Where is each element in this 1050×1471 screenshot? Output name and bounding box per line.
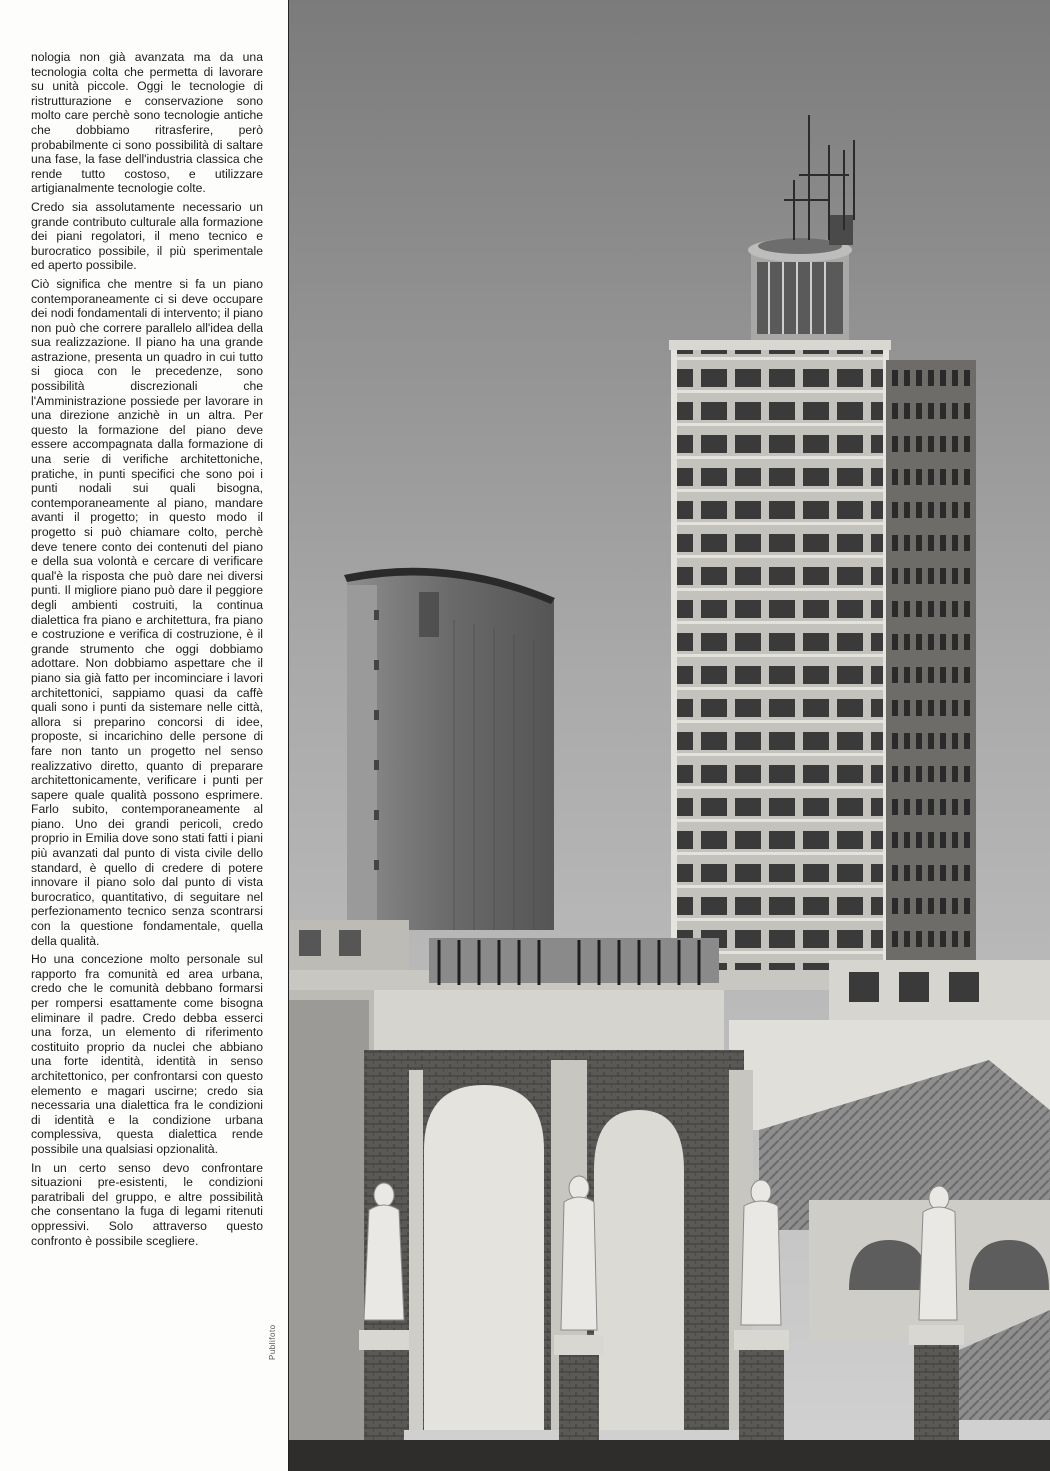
paragraph-3: Ciò significa che mentre si fa un piano contemporaneamente ci si deve occupare dei nodi fondamentali di intervento; il piano non può che correre parallelo all'idea della sua realizzazione. Il piano ha una grande astrazione, presenta un quadro in cui tutto si gioca con le precedenze, sono possibilità discrezionali che l'Amministrazione possiede per lavorare in una direzione anzichè in un altra. Per questo la formazione del piano deve essere accompagnata dalla formazione di una serie di verifiche architettoniche, pratiche, in punti specifici che sono poi i punti nodali sui quali bisogna, contemporaneamente al piano, mandare avanti il progetto; in questo modo il progetto si può chiamare colto, perchè deve tenere conto dei contenuti del piano e della sua volontà e cercare di verificare qual'è la risposta che può dare nei diversi punti. Il migliore piano può dare il peggiore degli ambienti costruiti, la continua dialettica fra piano e architettura, fra piano e costruzione e verifica di costruzione, è il grande strumento che oggi dobbiamo adottare. Non dobbiamo aspettare che il piano sia già fatto per incominciare i lavori architettonici, sappiamo quasi da caffè quali sono i punti da sistemare nelle città, allora si preparino concorsi di idee, proposte, si incarichino delle persone di fare non tanto un progetto nel senso realizzativo diretto, quanto di preparare architettonicamente, verificare i punti per sapere quale qualità possono esprimere. Farlo subito, contemporaneamente al piano. Uno dei grandi pericoli, credo proprio in Emilia dove sono stati fatti i piani più avanzati dal punto di vista civile dello standard, è quello di credere di potere innovare il piano solo dal punto di vista burocratico, quantitativo, di seguitare nel perfezionamento tecnico senza scontrarsi con la questione fondamentale, quella della qualità. [31, 276, 263, 948]
paragraph-5: In un certo senso devo confrontare situazioni pre-esistenti, le condizioni paratribali del gruppo, e altre possibilità che consentano la fuga di legami ritenuti oppressivi. Solo attraverso questo confronto è possibile scegliere. [31, 1160, 263, 1248]
pirelli-tower [344, 568, 555, 930]
paragraph-4: Ho una concezione molto personale sul rapporto fra comunità ed area urbana, credo che le comunità debbano formarsi per rompersi esattamente come bisogna eliminare il padre. Credo debba esserci una forza, un elemento di riferimento costituito proprio da nuclei che abbiano una forte identità, identità in senso architettonico, per confrontarsi con questo elemento e magari uscirne; credo sia necessaria una dialettica fra le condizioni di identità e la condizione urbana complessiva, questa dialettica rende possibile una qualsiasi opzionalità. [31, 952, 263, 1156]
photo-credit: Publifoto [268, 1324, 277, 1360]
city-skyline-photo [289, 0, 1050, 1471]
article-text-column [31, 50, 263, 1252]
paragraph-2: Credo sia assolutamente necessario un grande contributo culturale alla formazione dei piani regolatori, il meno tecnico e burocratico possibile, il più sperimentale ed aperto possibile. [31, 199, 263, 273]
paragraph-1: nologia non già avanzata ma da una tecnologia colta che permetta di lavorare su unità piccole. Oggi le tecnologie di ristrutturazione e conservazione sono molto care perchè sono tecnologie antiche che dobbiamo ritrasferire, però probabilmente ci sono possibilità di saltare una fase, la fase dell'industria classica che rende tutto costoso, e utilizzare artigianalmente tecnologie colte. [31, 50, 263, 196]
